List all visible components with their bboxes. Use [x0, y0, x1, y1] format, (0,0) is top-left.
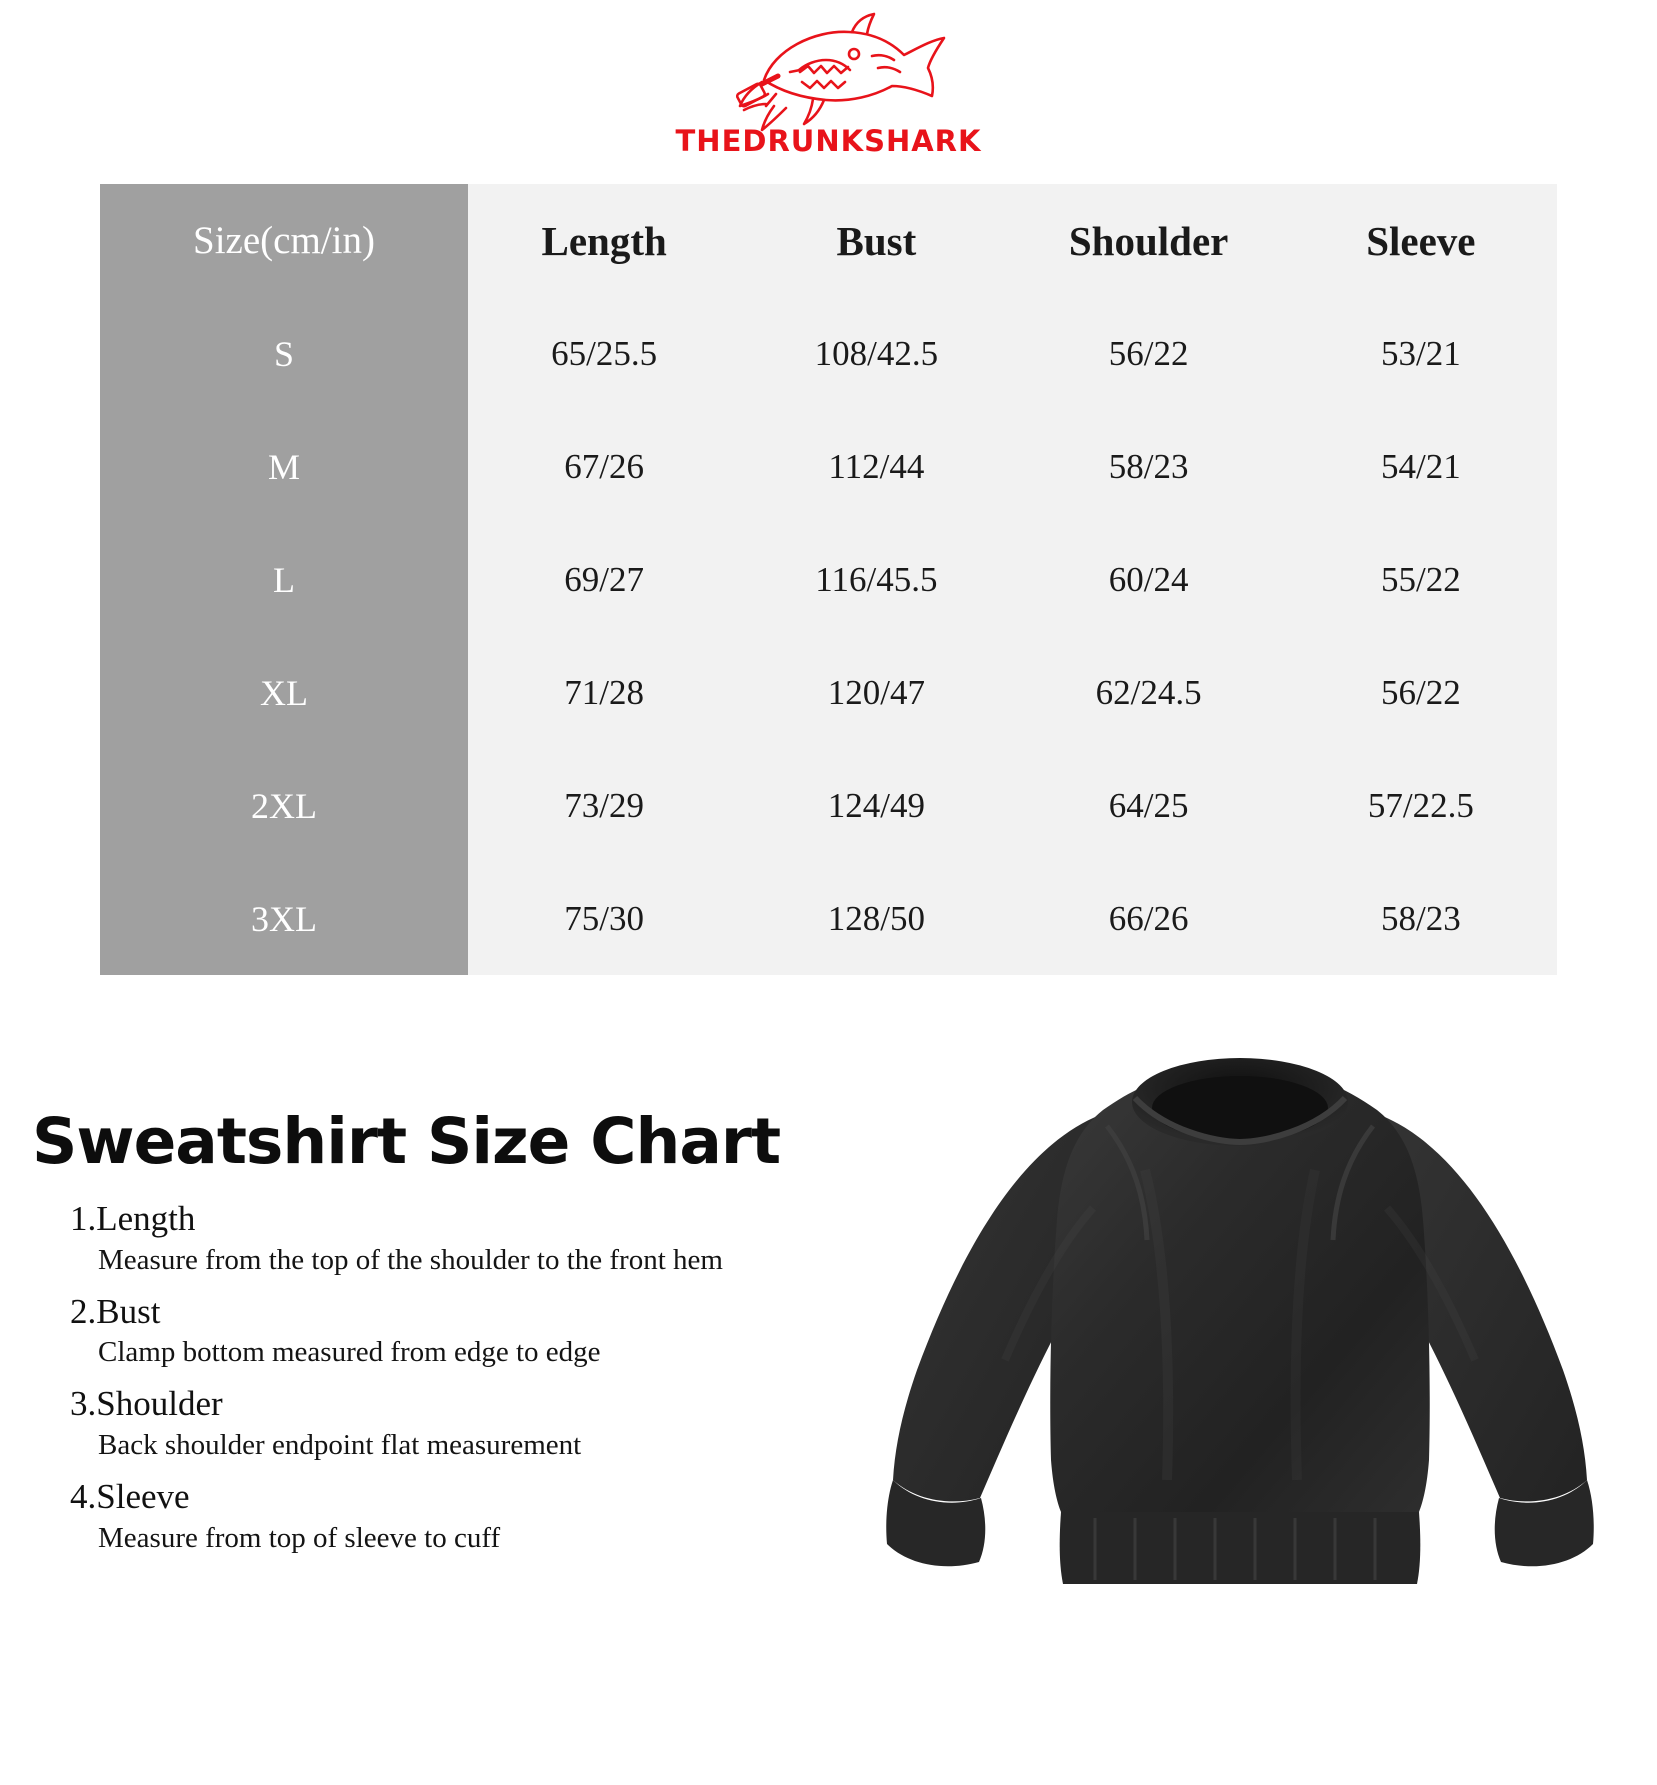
instruction-body: Measure from top of sleeve to cuff: [98, 1521, 501, 1554]
table-row: [468, 523, 1557, 636]
cell-shoulder: 62/24.5: [1095, 672, 1202, 712]
instruction-item: [70, 1478, 800, 1555]
table-row-size: M: [267, 446, 300, 487]
cell-length: 65/25.5: [551, 333, 658, 373]
instruction-heading: 4.Sleeve: [70, 1477, 190, 1517]
table-row: [468, 749, 1557, 862]
cell-sleeve: 56/22: [1381, 672, 1461, 712]
cell-sleeve: 57/22.5: [1367, 785, 1474, 825]
table-row-size: 2XL: [251, 785, 317, 826]
table-header-length: Length: [541, 217, 667, 264]
black-crewneck-sweatshirt-image: [845, 940, 1635, 1780]
table-header-shoulder: Shoulder: [1068, 217, 1229, 264]
instruction-body: Measure from the top of the shoulder to the front hem: [98, 1243, 723, 1276]
table-header-sleeve: Sleeve: [1366, 217, 1476, 264]
cell-bust: 108/42.5: [814, 333, 939, 373]
instruction-heading: 2.Bust: [70, 1291, 161, 1331]
cell-length: 69/27: [564, 559, 644, 599]
measurement-columns: [468, 184, 1557, 975]
cell-bust: 128/50: [827, 898, 925, 938]
table-row-size: XL: [260, 672, 308, 713]
cell-length: 75/30: [564, 898, 644, 938]
instruction-heading: 3.Shoulder: [70, 1384, 223, 1424]
cell-bust: 116/45.5: [815, 559, 938, 599]
cell-bust: 120/47: [827, 672, 925, 712]
cell-shoulder: 60/24: [1108, 559, 1189, 599]
brand-logo: [0, 0, 1657, 158]
cell-length: 71/28: [564, 672, 644, 712]
size-table: [100, 184, 1557, 975]
instruction-item: [70, 1385, 800, 1462]
table-row: [468, 636, 1557, 749]
cell-sleeve: 54/21: [1381, 446, 1461, 486]
cell-shoulder: 58/23: [1108, 446, 1189, 486]
cell-length: 73/29: [564, 785, 644, 825]
table-row-size: L: [273, 559, 295, 600]
table-row-size: S: [273, 333, 295, 374]
instruction-item: [70, 1293, 800, 1370]
size-column: [100, 184, 468, 975]
cell-bust: 112/44: [828, 446, 925, 486]
table-header-size: Size(cm/in): [193, 219, 375, 262]
measurement-guide-section: [0, 1010, 1657, 1785]
instruction-body: Clamp bottom measured from edge to edge: [98, 1336, 601, 1369]
table-header-bust: Bust: [836, 217, 917, 264]
measurement-instructions: [70, 1200, 800, 1571]
cell-sleeve: 55/22: [1381, 559, 1461, 599]
table-row: [468, 297, 1557, 410]
cell-sleeve: 58/23: [1381, 898, 1461, 938]
shark-with-bottle-icon: [704, 10, 954, 140]
instruction-item: [70, 1200, 800, 1277]
cell-shoulder: 56/22: [1108, 333, 1189, 373]
page-title: Sweatshirt Size Chart: [32, 1105, 781, 1178]
brand-name: THEDRUNKSHARK: [675, 124, 982, 158]
cell-sleeve: 53/21: [1381, 333, 1461, 373]
cell-shoulder: 66/26: [1108, 898, 1189, 938]
table-header-row: [468, 184, 1557, 297]
instruction-heading: 1.Length: [70, 1199, 196, 1238]
cell-bust: 124/49: [827, 785, 925, 825]
table-row-size: 3XL: [251, 898, 317, 939]
instruction-body: Back shoulder endpoint flat measurement: [98, 1428, 582, 1461]
table-row: [468, 410, 1557, 523]
cell-shoulder: 64/25: [1108, 785, 1189, 825]
cell-length: 67/26: [564, 446, 644, 486]
